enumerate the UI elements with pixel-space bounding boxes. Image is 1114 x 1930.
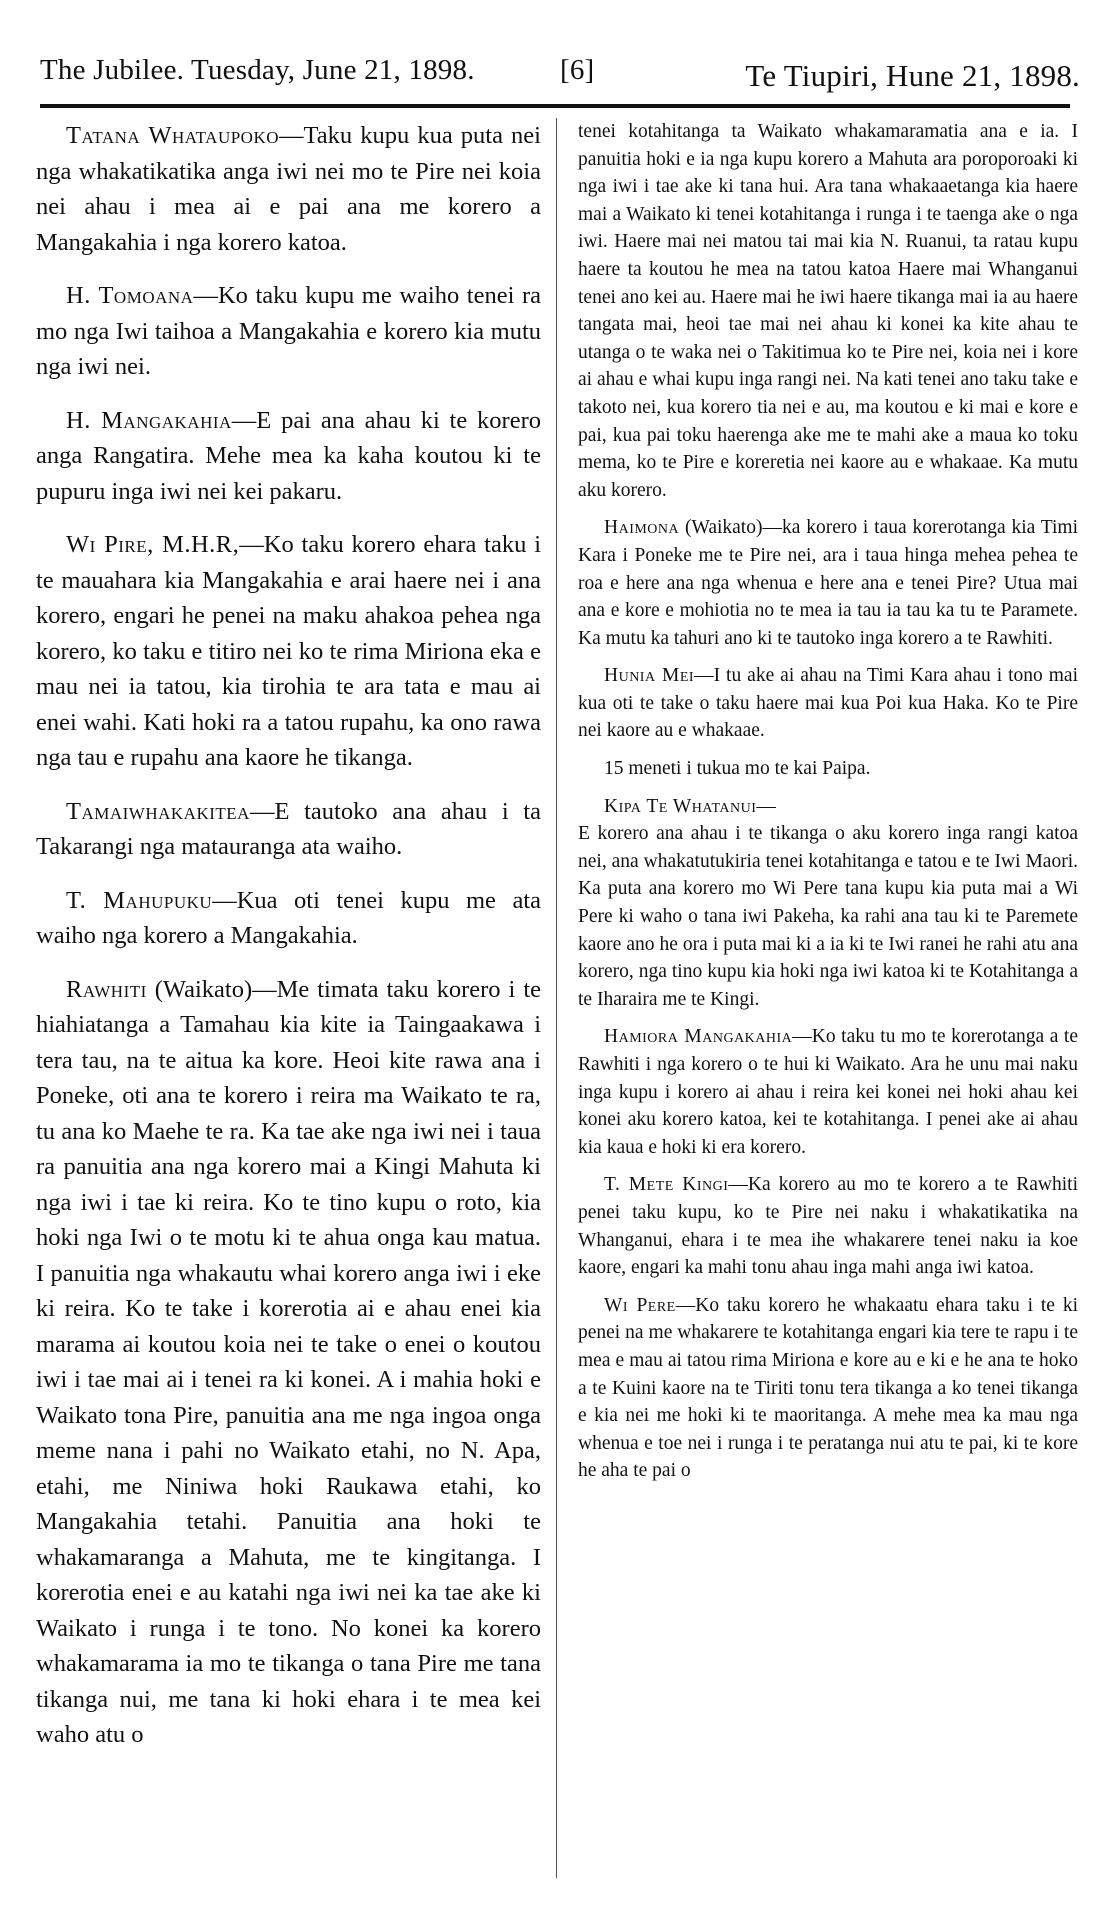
- speaker-name: T. Mete Kingi: [604, 1174, 729, 1196]
- speech-paragraph: [36, 883, 541, 954]
- speech-paragraph: [578, 662, 1078, 745]
- speaker-name: T. Mahupuku: [66, 886, 213, 914]
- speech-paragraph: [36, 118, 541, 260]
- speech-text: —Ka korero au mo te korero a te Rawhiti penei taku kupu, ko te Pire nei naku i whakatikatika na Whanganui, ehara i te mea ihe whakarere tenei naku ia koe kaore, engari ka mahi tonu ahau inga mahi anga iwi katoa.: [578, 1174, 1078, 1279]
- speaker-name: Hamiora Mangakahia: [604, 1026, 793, 1048]
- speaker-name: Rawhiti: [66, 975, 147, 1003]
- speech-paragraph: [578, 118, 1078, 504]
- speech-text: —E tautoko ana ahau i ta Takarangi nga matauranga ata waiho.: [36, 797, 541, 860]
- speech-text: tenei kotahitanga ta Waikato whakamaramatia ana e ia. I panuitia hoki e ia nga kupu korero a Mahuta ara poroporoaki ki nga iwi i tae ake ki tana hui. Ara tana whakaaetanga kia haere mai a Waikato ki tenei kotahitanga i runga i te taenga ake o nga iwi. Haere mai nei matou tai mai kia N. Ruanui, ta ratau kupu haere ta koutou he mea na tatou katoa Haere mai Whanganui tenei ano kei au. Haere mai he iwi haere tikanga mai ia au haere tangata mai, heoi tae mai nei ahau ki konei ka kite ahau te utanga o te waka nei o Takitimua ko te Pire nei, koia nei i kore ai ahau e whai kupu inga rangi nei. Na kati tenei ano taku take e takoto nei, kua korero tia nei e au, ma koutou e ki mai e kore e pai, kua pai toku haerenga ake me te mahi ake a maua ko toku mema, ko te Pire e koreretia nei kaore au e whakaae. Ka mutu aku korero.: [578, 121, 1078, 501]
- speech-paragraph: [36, 794, 541, 865]
- speech-paragraph: [36, 278, 541, 385]
- speech-text: — E korero ana ahau i te tikanga o aku korero inga rangi katoa nei, ana whakatutukiria tenei kotahitanga e tatou e te Iwi Maori. Ka puta ana korero mo Wi Pere tana kupu kia puta mai a Wi Pere ki waho o tana iwi Pakeha, ka rahi ana tau ki te Paremete kaore ano he ora i puta mai ki a ia ki te Iwi ranei he rahi atu ana korero, nga tino kupu kia hoki nga iwi katoa ki te Kotahitanga a te Iharaira me te Kingi.: [578, 795, 1078, 1010]
- speech-paragraph: [36, 527, 541, 776]
- speech-paragraph: [578, 514, 1078, 652]
- speech-paragraph: [578, 1023, 1078, 1161]
- speech-paragraph: [36, 403, 541, 510]
- speech-text: —Kua oti tenei kupu me ata waiho nga korero a Mangakahia.: [36, 886, 541, 949]
- speaker-name: Hunia Mei: [604, 665, 695, 687]
- speech-paragraph: [578, 793, 1078, 1014]
- speaker-name: Tamaiwhakakitea: [66, 797, 250, 825]
- speech-text: —Ko taku korero ehara taku i te mauahara kia Mangakahia e arai haere nei i ana korero, engari he penei na maku ahakoa pehea nga korero, ko taku e titiro nei ko te rima Miriona eka e mau nei ia tatou, kia tirohia te ara tata e mau ai enei wahi. Kati hoki ra a tatou rupahu, ka ono rawa nga tau e rupahu ana kaore he tikanga.: [36, 531, 541, 771]
- speech-text: —Taku kupu kua puta nei nga whakatikatika anga iwi nei mo te Pire nei koia nei ahau i mea ai e pai ana me korero a Mangakahia i nga korero katoa.: [36, 122, 541, 256]
- speech-text: —Ko taku tu mo te korerotanga a te Rawhiti i nga korero o te hui ki Waikato. Ara he unu mai naku inga kupu i korero ai ahau i reira kei konei nei hoki ahau kei konei aku korero katoa, kei te kotahitanga. I penei ake ai ahau kia kaua e hoki ki era korero.: [578, 1026, 1078, 1158]
- header-english-date: The Jubilee. Tuesday, June 21, 1898.: [40, 54, 475, 86]
- speaker-name: Haimona: [604, 517, 680, 539]
- right-column: [578, 118, 1078, 1918]
- speech-paragraph: [578, 1171, 1078, 1281]
- header-rule: [40, 104, 1070, 108]
- speech-text: —Ko taku korero he whakaatu ehara taku i te ki penei na me whakarere te kotahitanga engari kia tere te rapu i te mea e mau ai tatou rima Miriona e kore au e ki e he ana te hoko a te Kuini kaore na te Tiriti tonu tera tikanga a ko tenei tikanga e kia nei me hoki ki te maoritanga. A mehe mea ka mau nga whenua e toe nei i runga i te peratanga nui atu te pai, ki te kore he aha te pai o: [578, 1294, 1078, 1482]
- speech-text: (Waikato)—ka korero i taua korerotanga kia Timi Kara i Poneke me te Pire nei, ara i taua hinga mehea pehea te roa e here ana nga whenua e here ana e tenei Pire? Utua mai ana e kore e mohiotia no te mea ia tau ia tau ka tu te Paramete. Ka mutu ka tahuri ano ki te tautoko inga korero a te Rawhiti.: [578, 517, 1078, 649]
- speech-text: (Waikato)—Me timata taku korero i te hiahiatanga a Tamahau kia kite ia Taingaakawa i tera tau, na te aitua ka kore. Heoi kite rawa ana i Poneke, oti ana te korero i reira ma Waikato te ra, tu ana ko Maehe te ra. Ka tae ake nga iwi nei i taua ra panuitia ana nga korero mai a Kingi Mahuta ki nga iwi i tae ki reira. Ko te tino kupu o roto, kia hoki nga Iwi o te motu ki te ahua onga kau matua. I panuitia nga whakautu whai korero anga iwi i eke ki reira. Ko te take i korerotia ai e ahau enei kia marama ai koutou koia nei te take o enei o koutou iwi i tae mai ai i tenei ra ki konei. A i mahia hoki e Waikato tona Pire, panuitia ana me nga ingoa onga meme nana i pahi no Waikato etahi, no N. Apa, etahi, me Niniwa hoki Raukawa etahi, ko Mangakahia tetahi. Panuitia ana hoki te whakamaranga a Mahuta, me te kingitanga. I korerotia enei e au katahi nga iwi nei ka tae ake ki Waikato i runga i te tono. No konei ka korero whakamarama ia mo te tikanga o tana Pire me tana tikanga nui, me tana ki hoki ehara i te mea kei waho atu o: [36, 975, 541, 1748]
- page-header: [40, 40, 1080, 100]
- speech-text: —Ko taku kupu me waiho tenei ra mo nga Iwi taihoa a Mangakahia e korero kia mutu nga iwi nei.: [36, 282, 541, 380]
- speaker-name: Kipa Te Whatanui: [604, 795, 757, 817]
- column-divider: [556, 118, 557, 1878]
- speech-paragraph: [36, 972, 541, 1753]
- speaker-name: H. Mangakahia: [66, 406, 232, 434]
- speaker-name: Wi Pere: [604, 1294, 676, 1316]
- speaker-name: Tatana Whataupoko: [66, 122, 280, 149]
- speech-paragraph: [578, 755, 1078, 783]
- speech-text: —E pai ana ahau ki te korero anga Rangatira. Mehe mea ka kaha koutou ki te pupuru inga iwi nei kei pakaru.: [36, 406, 541, 505]
- page-number: [6]: [560, 54, 595, 86]
- speaker-name: Wi Pire, M.H.R,: [66, 531, 240, 558]
- speech-text: —I tu ake ai ahau na Timi Kara ahau i tono mai kua oti te take o taku haere mai kua Poi kua Haka. Ko te Pire nei kaore au e whakaae.: [578, 665, 1078, 742]
- speech-text: 15 meneti i tukua mo te kai Paipa.: [604, 758, 871, 780]
- header-maori-date: Te Tiupiri, Hune 21, 1898.: [745, 58, 1080, 93]
- speech-paragraph: [578, 1292, 1078, 1485]
- left-column: [36, 118, 541, 1918]
- speaker-name: H. Tomoana: [66, 282, 194, 309]
